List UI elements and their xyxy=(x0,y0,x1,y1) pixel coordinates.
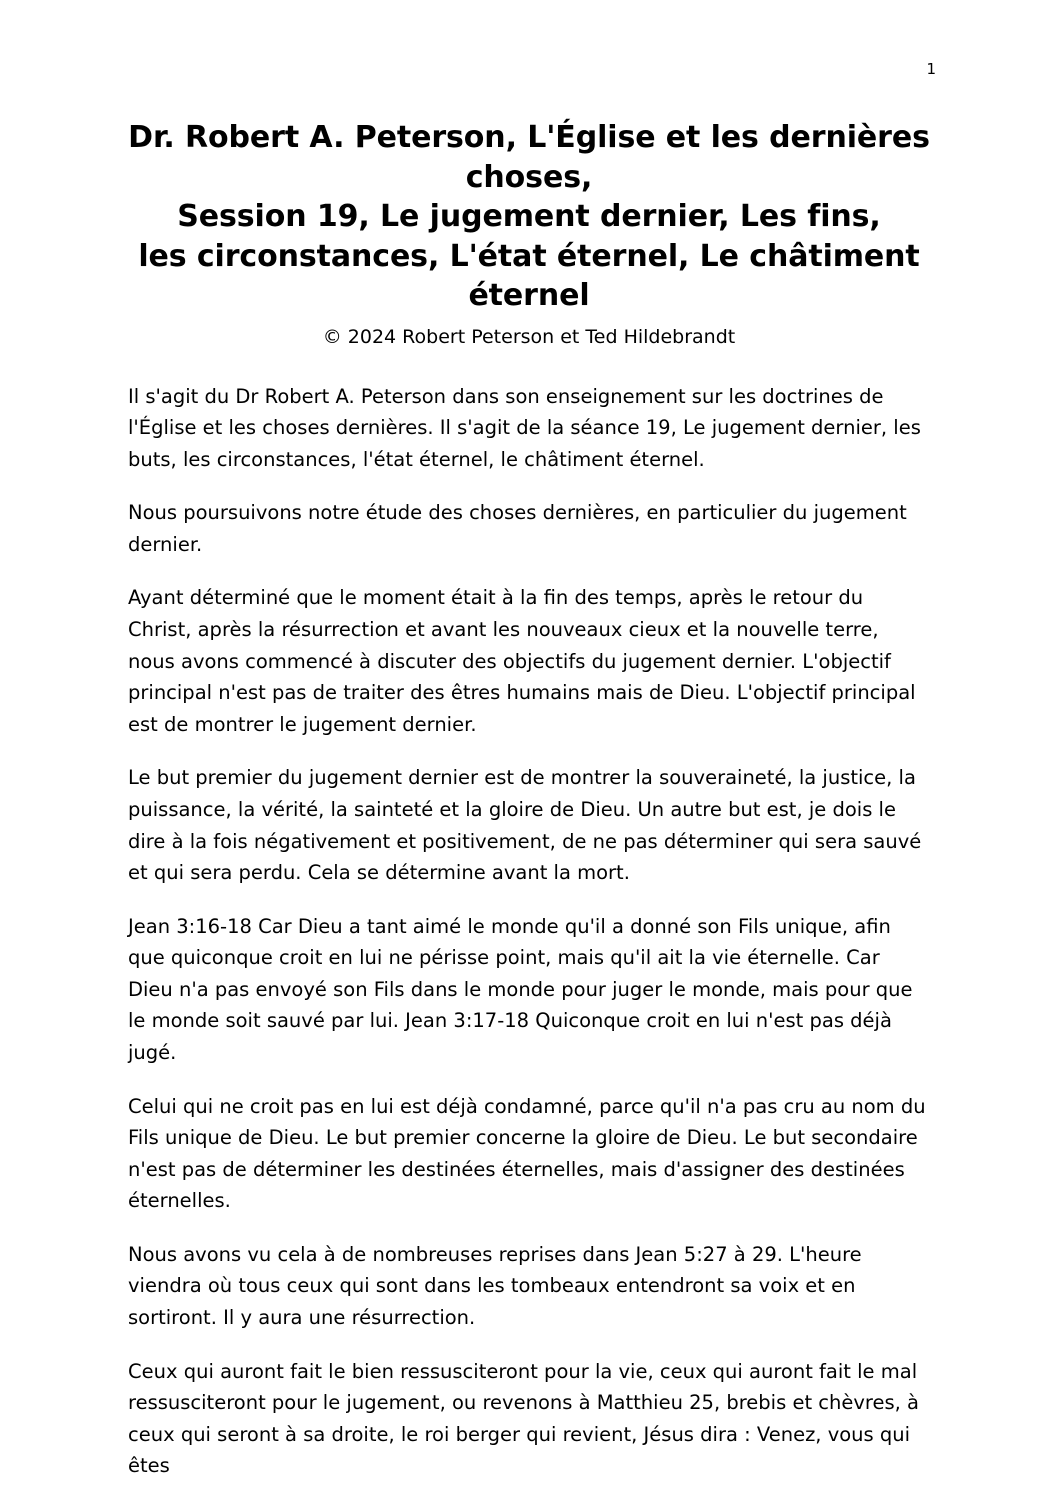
page-title xyxy=(128,118,930,316)
title-line-1: Dr. Robert A. Peterson, L'Église et les dernières xyxy=(128,120,930,155)
copyright-notice: © 2024 Robert Peterson et Ted Hildebrandt xyxy=(322,325,736,348)
title-line-4: les circonstances, L'état éternel, Le châtiment xyxy=(138,238,920,274)
paragraph: Ceux qui auront fait le bien ressusciteront pour la vie, ceux qui auront fait le mal ressusciteront pour le jugement, ou revenons à Matthieu 25, brebis et chèvres, à ceux qui seront à sa droite, le roi berger qui revient, Jésus dira : Venez, vous qui êtes xyxy=(128,1359,920,1478)
paragraph: Nous avons vu cela à de nombreuses reprises dans Jean 5:27 à 29. L'heure viendra où tous ceux qui sont dans les tombeaux entendront sa voix et en sortiront. Il y aura une résurrection. xyxy=(128,1242,862,1330)
title-line-3: Session 19, Le jugement dernier, Les fins, xyxy=(177,199,881,235)
paragraph: Nous poursuivons notre étude des choses dernières, en particulier du jugement dernier. xyxy=(128,501,907,556)
paragraph: Le but premier du jugement dernier est de montrer la souveraineté, la justice, la puissance, la vérité, la sainteté et la gloire de Dieu. Un autre but est, je dois le dire à la fois négativement et positivement, de ne pas déterminer qui sera sauvé et qui sera perdu. Cela se détermine avant la mort. xyxy=(128,766,922,885)
title-line-5: éternel xyxy=(468,278,590,314)
paragraph: Celui qui ne croit pas en lui est déjà condamné, parce qu'il n'a pas cru au nom du Fils unique de Dieu. Le but premier concerne la gloire de Dieu. Le but secondaire n'est pas de déterminer les destinées éternelles, mais d'assigner des destinées éternelles. xyxy=(128,1094,926,1213)
paragraph: Il s'agit du Dr Robert A. Peterson dans son enseignement sur les doctrines de l'Église et les choses dernières. Il s'agit de la séance 19, Le jugement dernier, les buts, les circonstances, l'état éternel, le châtiment éternel. xyxy=(128,384,921,471)
page-number: 1 xyxy=(926,60,936,78)
paragraph: Ayant déterminé que le moment était à la fin des temps, après le retour du Christ, après la résurrection et avant les nouveaux cieux et la nouvelle terre, nous avons commencé à discuter des objectifs du jugement dernier. L'objectif principal n'est pas de traiter des êtres humains mais de Dieu. L'objectif principal est de montrer le jugement dernier. xyxy=(128,586,916,736)
title-line-2: choses, xyxy=(465,159,593,195)
document-body xyxy=(128,381,930,1482)
paragraph: Jean 3:16-18 Car Dieu a tant aimé le monde qu'il a donné son Fils unique, afin que quiconque croit en lui ne périsse point, mais qu'il ait la vie éternelle. Car Dieu n'a pas envoyé son Fils dans le monde pour juger le monde, mais pour que le monde soit sauvé par lui. Jean 3:17-18 Quiconque croit en lui n'est pas déjà jugé. xyxy=(128,914,913,1064)
